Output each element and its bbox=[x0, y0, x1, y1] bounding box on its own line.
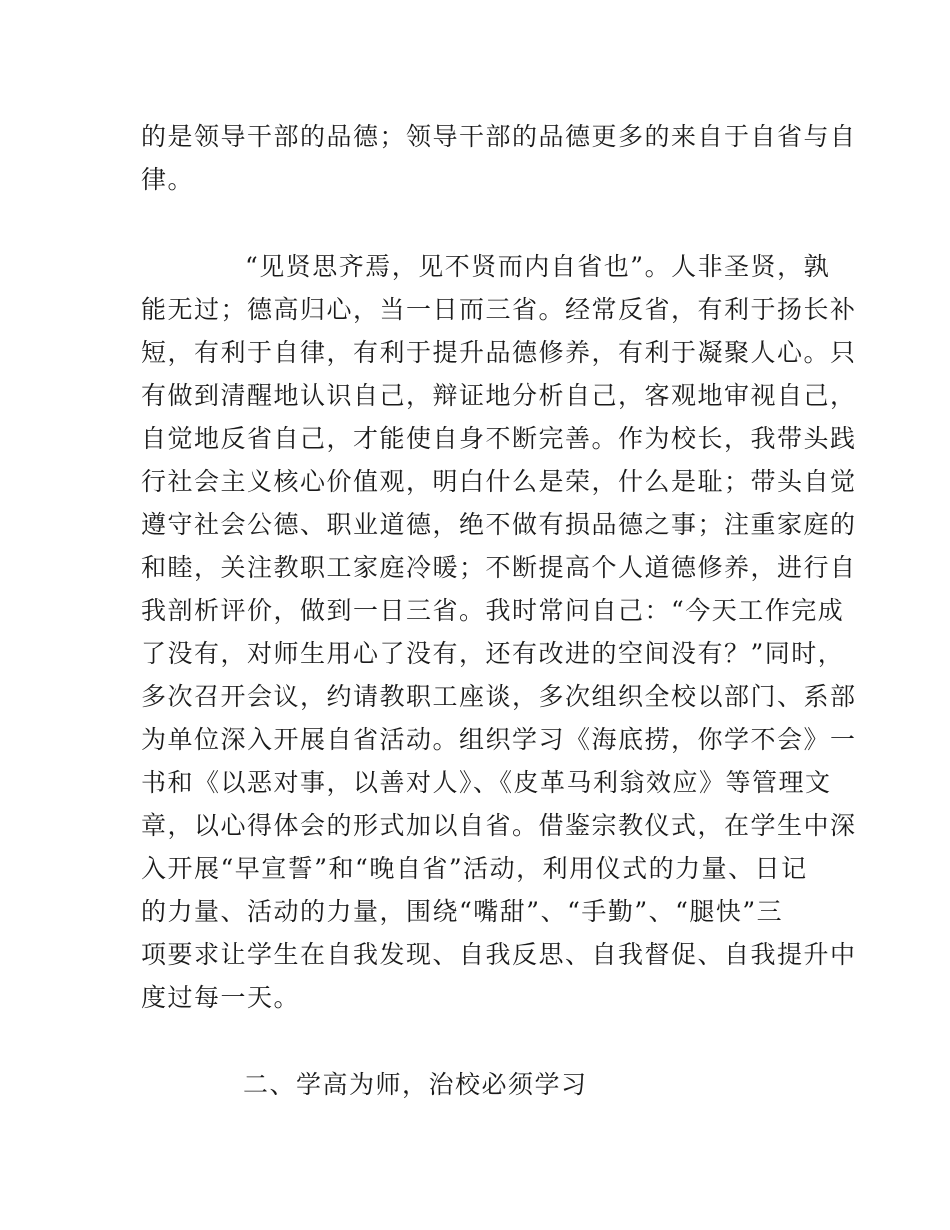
paragraph-2-line-6: 行社会主义核心价值观，明白什么是荣，什么是耻；带头自觉 bbox=[141, 467, 857, 496]
paragraph-2-line-15: 入开展“早宣誓”和“晚自省”活动，利用仪式的力量、日记 bbox=[141, 854, 808, 883]
paragraph-2-line-3: 短，有利于自律，有利于提升品德修养，有利于凝聚人心。只 bbox=[141, 338, 857, 367]
paragraph-2-line-2: 能无过；德高归心，当一日而三省。经常反省，有利于扬长补 bbox=[141, 295, 857, 324]
paragraph-2-line-13: 书和《以恶对事，以善对人》、《皮革马利翁效应》等管理文 bbox=[141, 768, 832, 797]
section-heading: 二、学高为师，治校必须学习 bbox=[243, 1070, 588, 1099]
paragraph-2-line-14: 章，以心得体会的形式加以自省。借鉴宗教仪式，在学生中深 bbox=[141, 811, 857, 840]
paragraph-2-line-4: 有做到清醒地认识自己，辩证地分析自己，客观地审视自己， bbox=[141, 381, 857, 410]
paragraph-2-line-10: 了没有，对师生用心了没有，还有改进的空间没有？”同时， bbox=[141, 639, 845, 668]
paragraph-1-line-1: 的是领导干部的品德；领导干部的品德更多的来自于自省与自 bbox=[141, 122, 857, 151]
paragraph-2-line-9: 我剖析评价，做到一日三省。我时常问自己：“今天工作完成 bbox=[141, 596, 845, 625]
paragraph-2-line-8: 和睦，关注教职工家庭冷暖；不断提高个人道德修养，进行自 bbox=[141, 553, 857, 582]
paragraph-2-line-5: 自觉地反省自己，才能使自身不断完善。作为校长，我带头践 bbox=[141, 424, 857, 453]
paragraph-1-line-2: 律。 bbox=[141, 165, 195, 194]
paragraph-2-line-7: 遵守社会公德、职业道德，绝不做有损品德之事；注重家庭的 bbox=[141, 510, 857, 539]
paragraph-2-line-18: 度过每一天。 bbox=[141, 983, 301, 1012]
paragraph-2-line-16: 的力量、活动的力量，围绕“嘴甜”、“手勤”、“腿快”三 bbox=[141, 897, 784, 926]
paragraph-2-line-1: “见贤思齐焉，见不贤而内自省也”。人非圣贤，孰 bbox=[245, 252, 831, 281]
paragraph-2-line-11: 多次召开会议，约请教职工座谈，多次组织全校以部门、系部 bbox=[141, 682, 857, 711]
paragraph-2-line-17: 项要求让学生在自我发现、自我反思、自我督促、自我提升中 bbox=[141, 940, 857, 969]
paragraph-2-line-12: 为单位深入开展自省活动。组织学习《海底捞，你学不会》一 bbox=[141, 725, 857, 754]
